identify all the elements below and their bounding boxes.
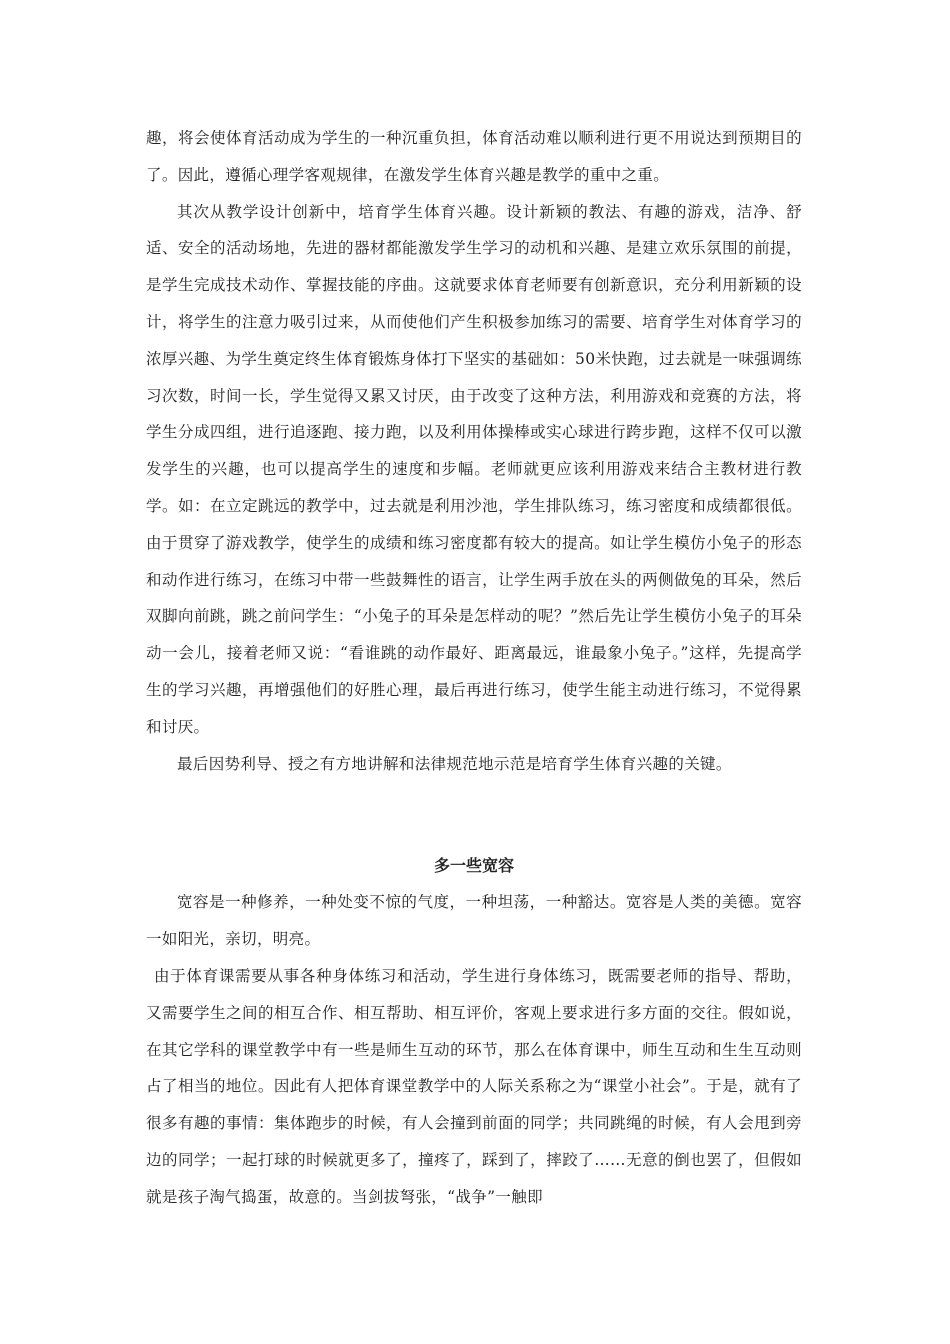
document-body <box>146 120 802 1216</box>
section-spacer <box>146 782 802 848</box>
paragraph-continuation: 趣，将会使体育活动成为学生的一种沉重负担，体育活动难以顺利进行更不用说达到预期目的了。因此，遵循心理学客观规律，在激发学生体育兴趣是教学的重中之重。 <box>146 129 802 184</box>
paragraph-pe-interaction: 由于体育课需要从事各种身体练习和活动，学生进行身体练习，既需要老师的指导、帮助，又需要学生之间的相互合作、相互帮助、相互评价，客观上要求进行多方面的交往。假如说，在其它学科的课堂教学中有一些是师生互动的环节，那么在体育课中，师生互动和生生互动则占了相当的地位。因此有人把体育课堂教学中的人际关系称之为“课堂小社会”。于是，就有了很多有趣的事情：集体跑步的时候，有人会撞到前面的同学；共同跳绳的时候，有人会甩到旁边的同学；一起打球的时候就更多了，撞疼了，踩到了，摔跤了……无意的倒也罢了，但假如就是孩子淘气捣蛋，故意的。当剑拔弩张，“战争”一触即 <box>146 966 802 1206</box>
paragraph-conclusion: 最后因势利导、授之有方地讲解和法律规范地示范是培育学生体育兴趣的关键。 <box>177 754 732 773</box>
section-title: 多一些宽容 <box>433 856 514 876</box>
paragraph-tolerance-intro: 宽容是一种修养，一种处变不惊的气度，一种坦荡，一种豁达。宽容是人类的美德。宽容一如阳光，亲切，明亮。 <box>146 893 802 949</box>
paragraph-teaching-design: 其次从教学设计创新中，培育学生体育兴趣。设计新颖的教法、有趣的游戏，洁净、舒适、安全的活动场地，先进的器材都能激发学生学习的动机和兴趣、是建立欢乐氛围的前提，是学生完成技术动作、掌握技能的序曲。这就要求体育老师要有创新意识，充分利用新颖的设计，将学生的注意力吸引过来，从而使他们产生积极参加练习的需要、培育学生对体育学习的浓厚兴趣、为学生奠定终生体育锻炼身体打下坚实的基础如：50米快跑，过去就是一味强调练习次数，时间一长，学生觉得又累又讨厌，由于改变了这种方法，利用游戏和竞赛的方法，将学生分成四组，进行追逐跑、接力跑，以及利用体操棒或实心球进行跨步跑，这样不仅可以激发学生的兴趣，也可以提高学生的速度和步幅。老师就更应该利用游戏来结合主教材进行教学。如：在立定跳远的教学中，过去就是利用沙池，学生排队练习，练习密度和成绩都很低。由于贯穿了游戏教学，使学生的成绩和练习密度都有较大的提高。如让学生模仿小兔子的形态和动作进行练习，在练习中带一些鼓舞性的语言，让学生两手放在头的两侧做兔的耳朵，然后双脚向前跳，跳之前问学生：“小兔子的耳朵是怎样动的呢？”然后先让学生模仿小兔子的耳朵动一会儿，接着老师又说：“看谁跳的动作最好、距离最远，谁最象小兔子。”这样，先提高学生的学习兴趣，再增强他们的好胜心理，最后再进行练习，使学生能主动进行练习，不觉得累和讨厌。 <box>146 202 802 736</box>
